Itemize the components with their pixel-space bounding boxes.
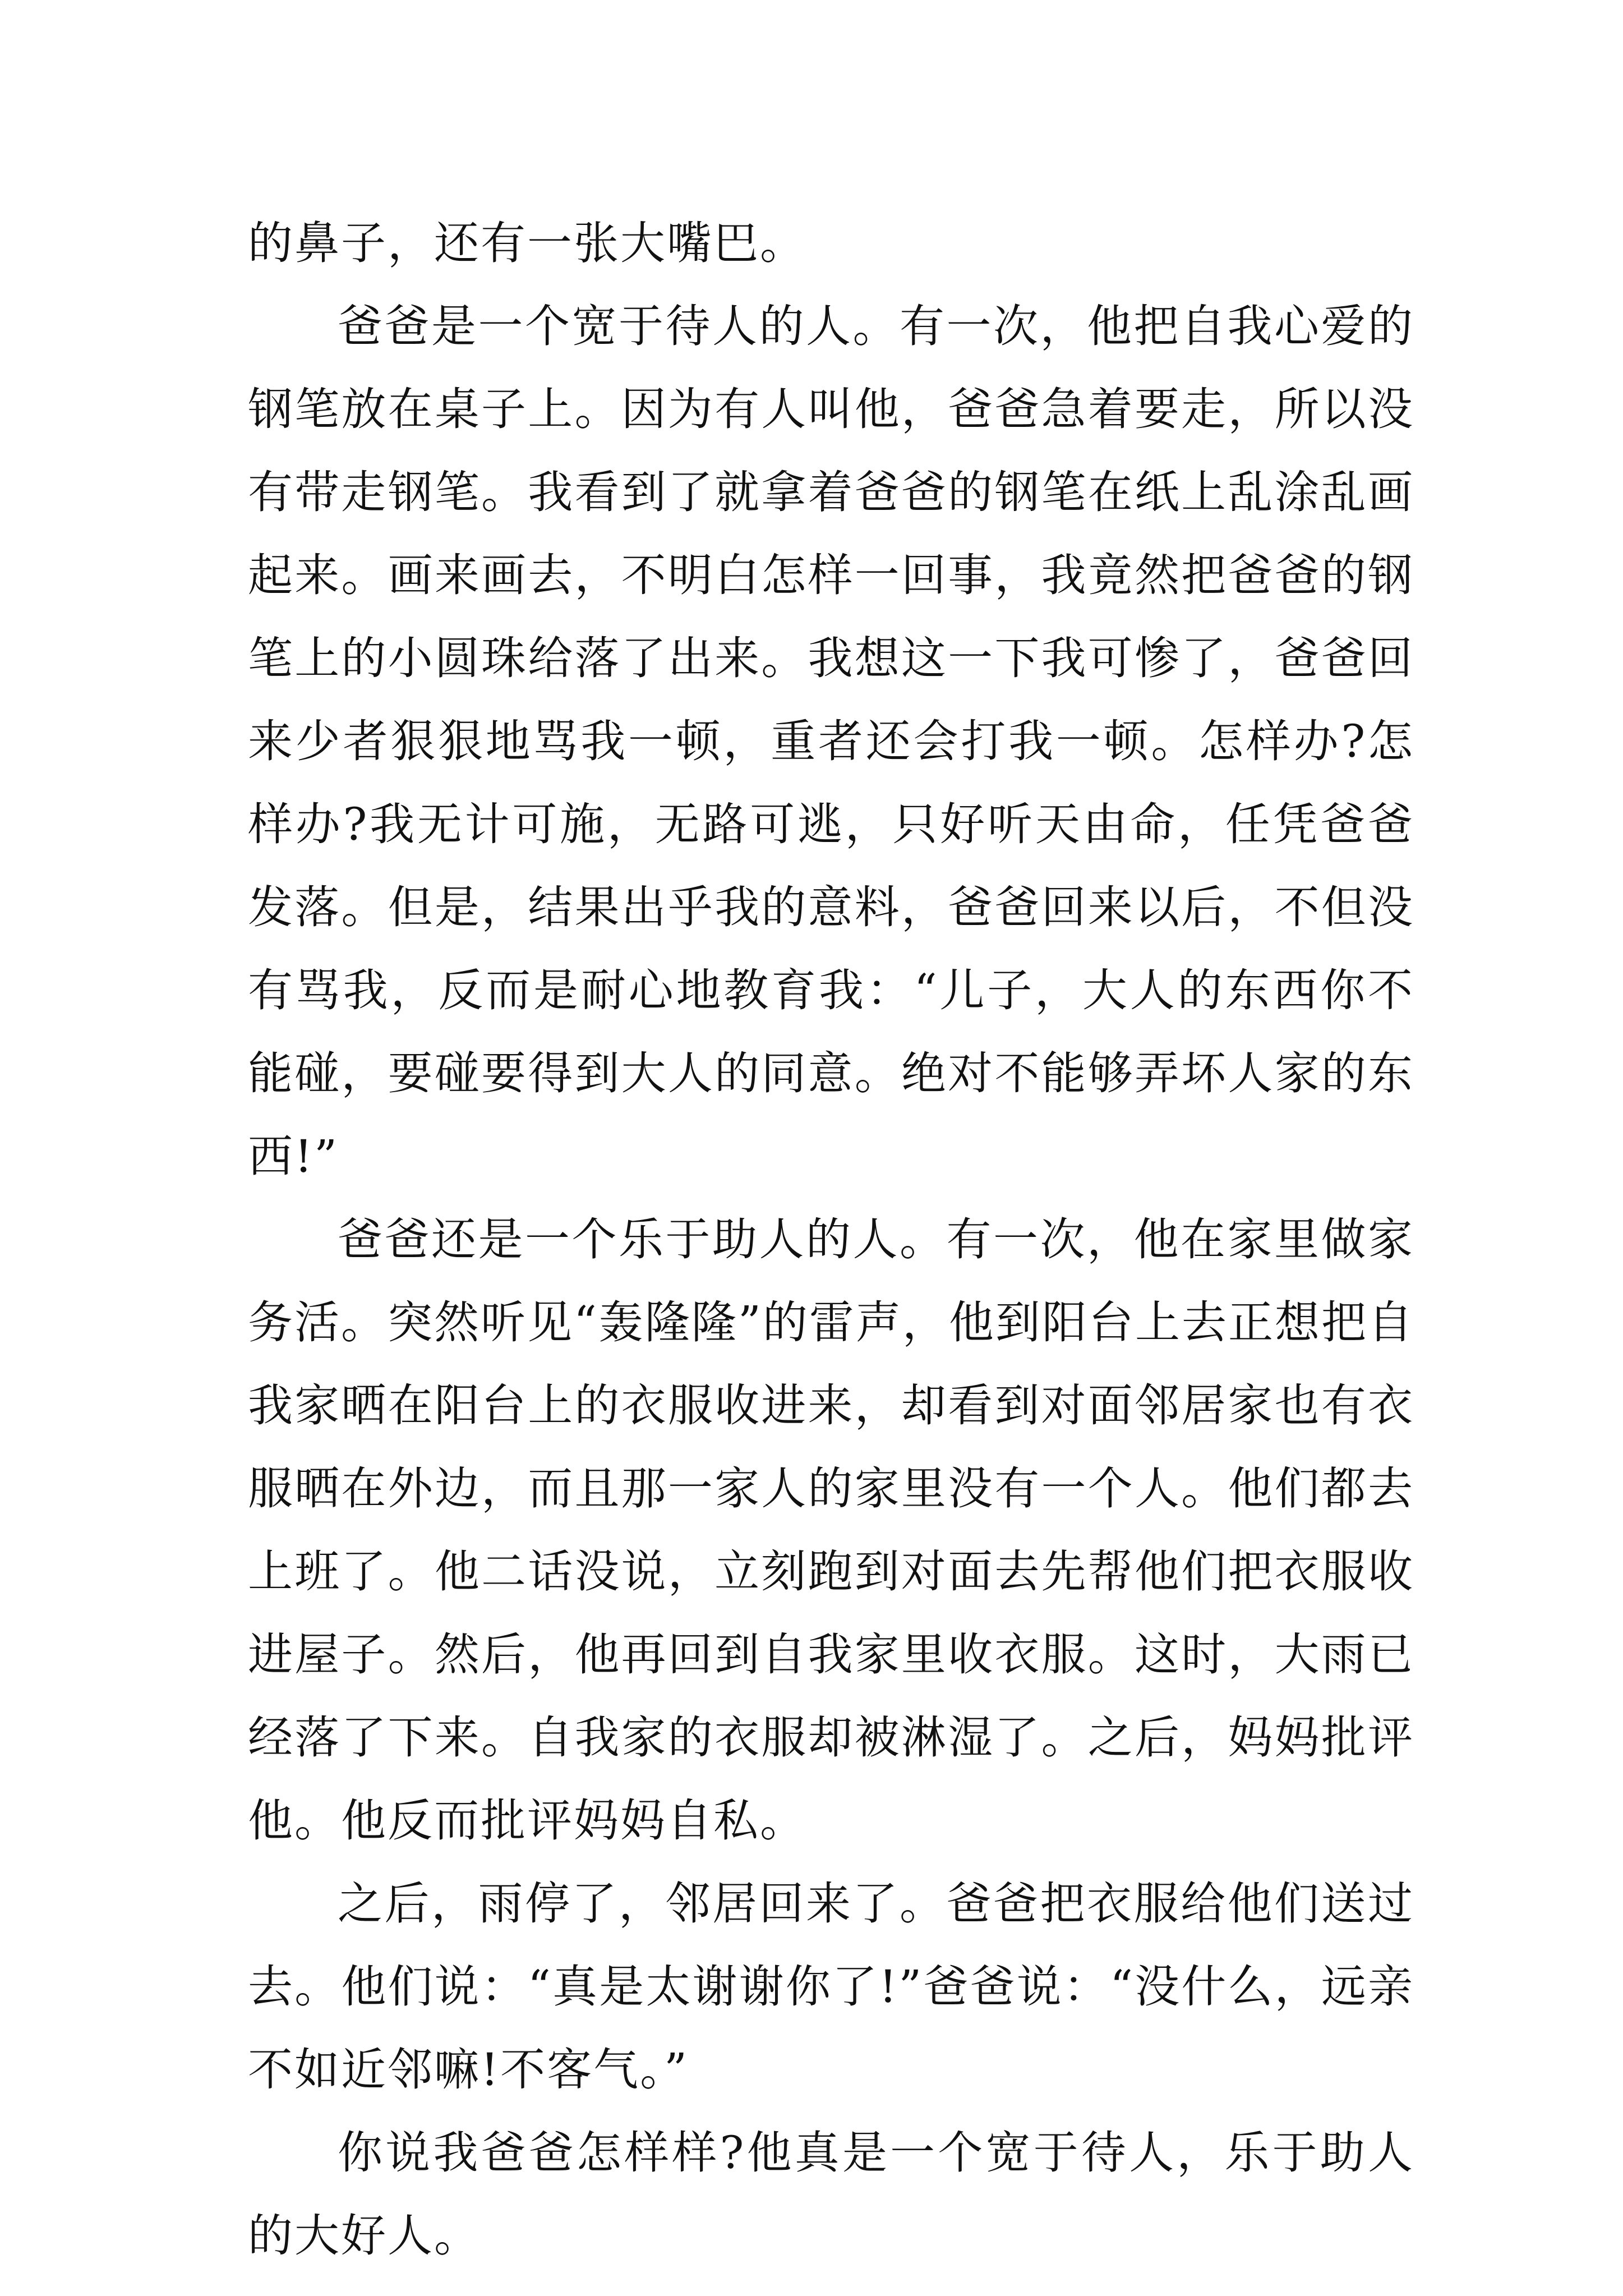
paragraph-pen-story: 爸爸是一个宽于待人的人。有一次，他把自我心爱的钢笔放在桌子上。因为有人叫他，爸爸急着要走，所以没有带走钢笔。我看到了就拿着爸爸的钢笔在纸上乱涂乱画起来。画来画去，不明白怎样一回事，我竟然把爸爸的钢笔上的小圆珠给落了出来。我想这一下我可惨了，爸爸回来少者狠狠地骂我一顿，重者还会打我一顿。怎样办?怎样办?我无计可施，无路可逃，只好听天由命，任凭爸爸发落。但是，结果出乎我的意料，爸爸回来以后，不但没有骂我，反而是耐心地教育我：“儿子，大人的东西你不能碰，要碰要得到大人的同意。绝对不能够弄坏人家的东西!” — [248, 300, 1414, 1182]
paragraph-neighbors-thanks: 之后，雨停了，邻居回来了。爸爸把衣服给他们送过去。他们说：“真是太谢谢你了!”爸爸说：“没什么，远亲不如近邻嘛!不客气。” — [248, 1878, 1414, 2096]
paragraph-conclusion: 你说我爸爸怎样样?他真是一个宽于待人，乐于助人的大好人。 — [248, 2127, 1414, 2262]
paragraph-laundry-story: 爸爸还是一个乐于助人的人。有一次，他在家里做家务活。突然听见“轰隆隆”的雷声，他到阳台上去正想把自我家晒在阳台上的衣服收进来，却看到对面邻居家也有衣服晒在外边，而且那一家人的家里没有一个人。他们都去上班了。他二话没说，立刻跑到对面去先帮他们把衣服收进屋子。然后，他再回到自我家里收衣服。这时，大雨已经落了下来。自我家的衣服却被淋湿了。之后，妈妈批评他。他反而批评妈妈自私。 — [248, 1213, 1414, 1847]
document-body — [248, 202, 1414, 2277]
paragraph-continuation: 的鼻子，还有一张大嘴巴。 — [248, 217, 806, 269]
